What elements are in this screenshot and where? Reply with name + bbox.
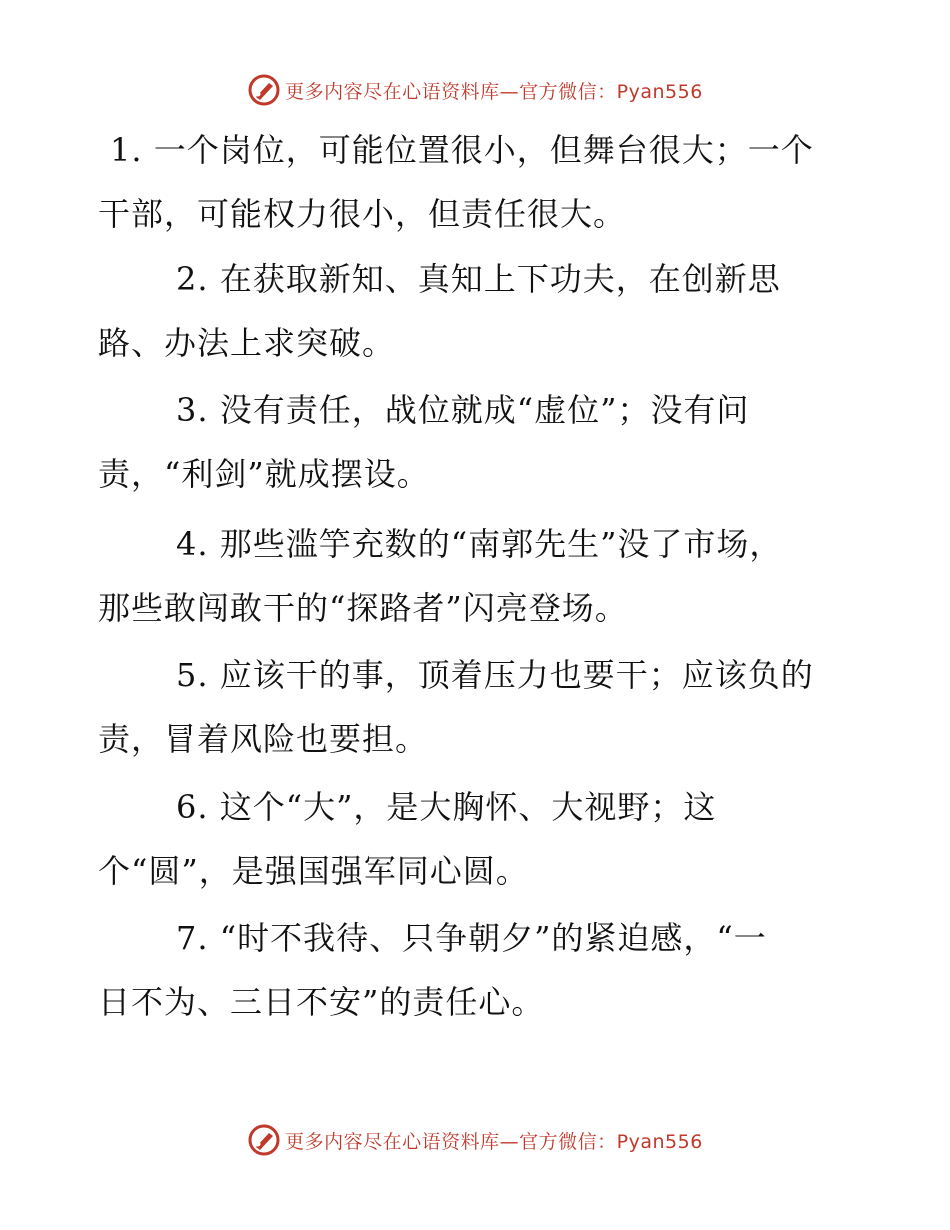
paragraph-line: 1. 一个岗位，可能位置很小，但舞台很大；一个 [110,131,814,169]
paragraph-line: 6. 这个“大”，是大胸怀、大视野；这 [176,788,717,826]
paragraph-line: 4. 那些滥竽充数的“南郭先生”没了市场， [176,525,783,563]
paragraph-line: 那些敢闯敢干的“探路者”闪亮登场。 [98,589,628,627]
watermark-text: 更多内容尽在心语资料库—官方微信：Pyan556 [285,80,703,103]
paragraph-line: 7. “时不我待、只争朝夕”的紧迫感，“一 [176,919,767,957]
paragraph-line: 干部，可能权力很小，但责任很大。 [98,195,627,233]
paragraph-4 [98,512,828,640]
paragraph-line: 日不为、三日不安”的责任心。 [98,983,545,1021]
watermark-text: 更多内容尽在心语资料库—官方微信：Pyan556 [285,1130,703,1153]
paragraph-line: 3. 没有责任，战位就成“虚位”；没有问 [176,391,750,429]
paragraph-line: 路、办法上求突破。 [98,324,396,362]
paragraph-5 [98,643,828,771]
paragraph-line: 5. 应该干的事，顶着压力也要干；应该负的 [176,656,814,694]
pen-logo-icon [247,73,281,107]
paragraph-line: 2. 在获取新知、真知上下功夫，在创新思 [176,260,781,298]
header-watermark [0,70,950,110]
footer-watermark [0,1120,950,1160]
paragraph-2 [98,247,828,375]
paragraph-3 [98,378,828,506]
paragraph-line: 责，“利剑”就成摆设。 [98,455,430,493]
paragraph-6 [98,775,828,903]
paragraph-line: 责，冒着风险也要担。 [98,720,429,758]
paragraph-line: 个“圆”，是强国强军同心圆。 [98,852,529,890]
pen-logo-icon [247,1123,281,1157]
paragraph-1 [98,118,828,246]
paragraph-7 [98,906,828,1034]
